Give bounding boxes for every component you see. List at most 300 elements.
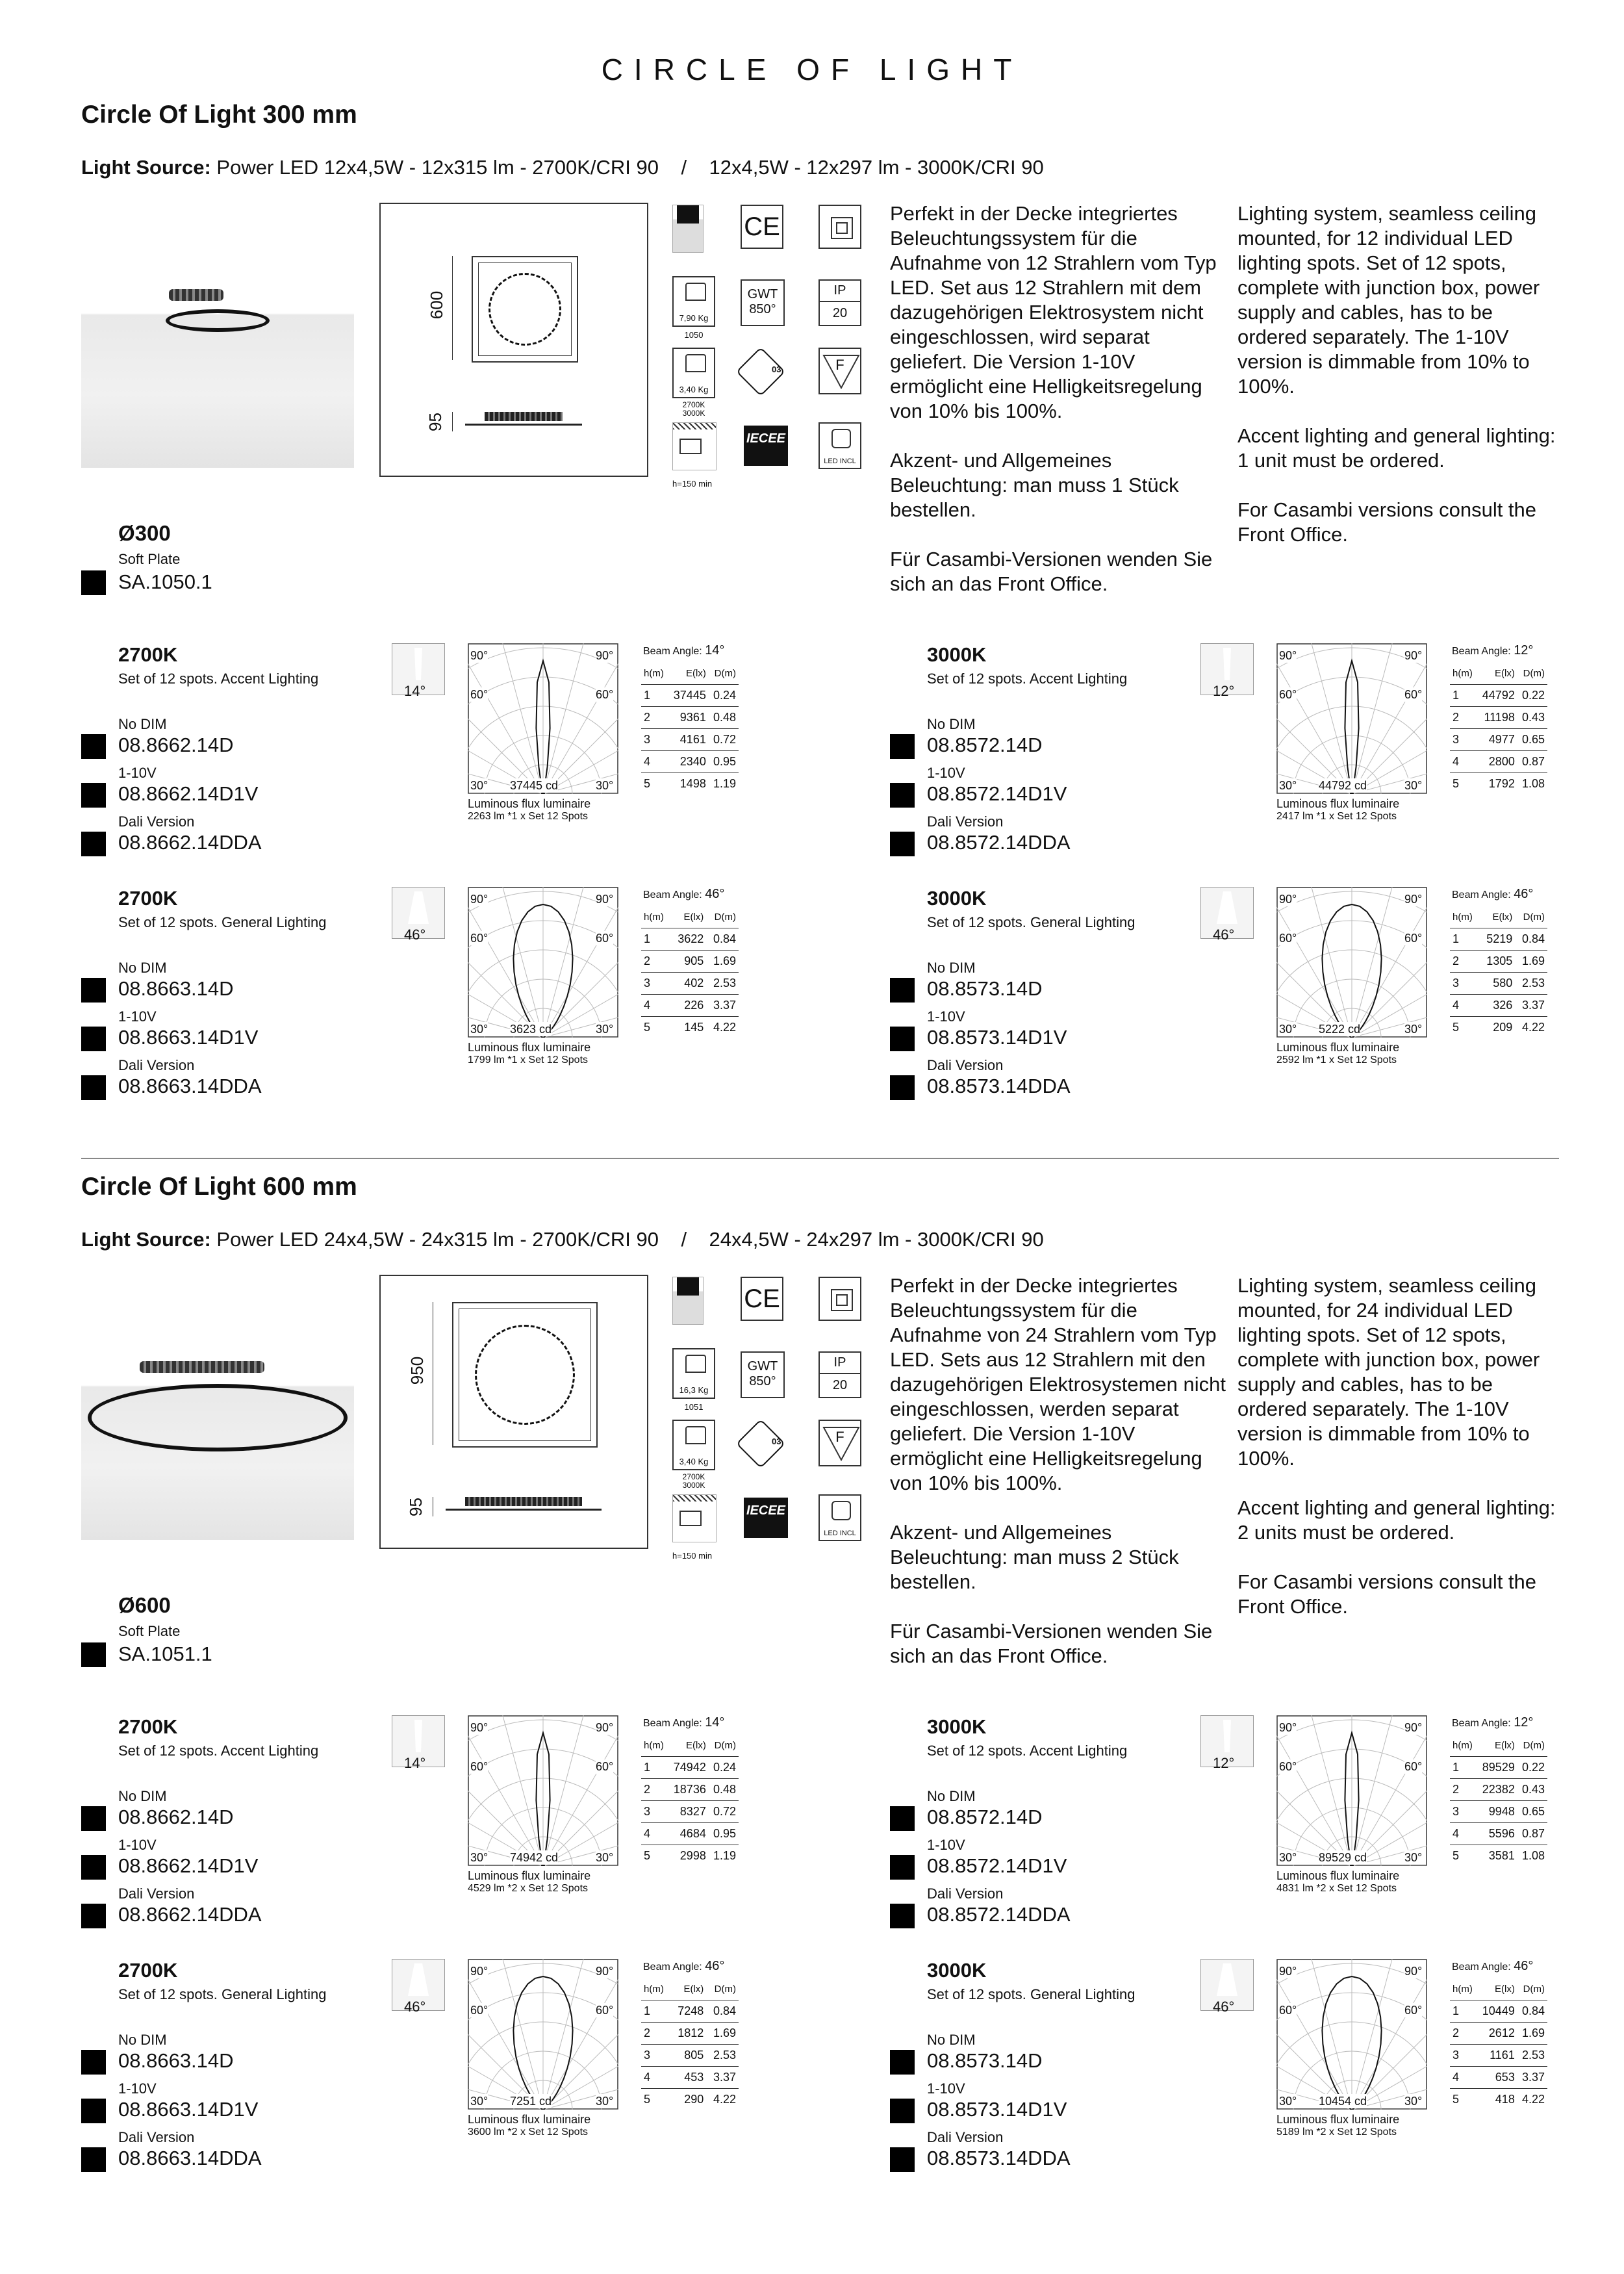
iecee-icon	[744, 1498, 788, 1538]
code-label: No DIM	[118, 716, 167, 732]
polar-angle-label: 30°	[1404, 1023, 1423, 1036]
table-cell: 2800	[1477, 751, 1517, 773]
table-cell: 1	[641, 928, 670, 951]
table-cell: 0.43	[1517, 707, 1547, 729]
table-header: E(lx)	[1477, 1735, 1517, 1757]
section-divider	[81, 1158, 1559, 1159]
polar-angle-label: 30°	[596, 2095, 614, 2108]
table-cell: 3.37	[1517, 2067, 1547, 2089]
table-cell: 2.53	[1515, 973, 1547, 995]
table-header: h(m)	[1450, 663, 1477, 685]
table-cell: 0.95	[709, 751, 739, 773]
table-cell: 1	[1450, 928, 1479, 951]
table-cell: 3.37	[1515, 995, 1547, 1017]
code-marker	[81, 1806, 106, 1831]
code-marker	[890, 1904, 915, 1928]
ip-label: IP	[820, 281, 860, 302]
description-de-paragraph: Perfekt in der Decke integriertes Beleuchtungssystem für die Aufnahme von 12 Strahlern vom Typ LED. Set aus 12 Strahlern mit dem dazugehörigen Elektrosystem nicht eingeschlossen, wird separat geliefert. Die Version 1-10V ermöglicht eine Helligkeitsregelung von 10% bis 100%.	[890, 202, 1217, 422]
beam-angle-label: Beam Angle:	[1452, 1718, 1511, 1729]
code-label: Dali Version	[118, 2129, 195, 2145]
class-ii-icon	[818, 1277, 861, 1321]
light-source-text: Power LED 12x4,5W - 12x315 lm - 2700K/CRI 90 / 12x4,5W - 12x297 lm - 3000K/CRI 90	[216, 156, 1044, 179]
table-row	[1450, 685, 1547, 707]
table-header: E(lx)	[670, 1978, 706, 2000]
polar-angle-label: 30°	[470, 1023, 488, 1036]
table-cell: 7248	[670, 2000, 706, 2023]
ce-icon: CE	[741, 1277, 783, 1321]
table-cell: 2340	[668, 751, 709, 773]
light-source	[81, 1228, 1044, 1251]
peak-intensity: 89529 cd	[1319, 1851, 1367, 1864]
table-row	[1450, 1801, 1547, 1823]
table-cell: 402	[670, 973, 706, 995]
code-label: No DIM	[118, 1788, 167, 1804]
beam-angle	[1452, 887, 1533, 902]
beam-icon	[1200, 643, 1254, 699]
weight-label: 7,90 Kg	[679, 313, 709, 323]
polar-angle-label: 90°	[470, 893, 488, 906]
table-header: E(lx)	[1477, 1978, 1517, 2000]
code-label: Dali Version	[927, 1057, 1004, 1073]
polar-angle-label: 60°	[470, 688, 488, 701]
table-cell: 1498	[679, 777, 706, 790]
beam-angle	[643, 1715, 724, 1731]
polar-angle-label: 90°	[1404, 893, 1423, 906]
table-header: E(lx)	[668, 1735, 709, 1757]
variant-temp: 2700K	[118, 1715, 178, 1738]
flux-value: 2417 lm	[1276, 811, 1313, 822]
flux-value: 2592 lm	[1276, 1054, 1313, 1066]
code-label: Dali Version	[927, 2129, 1004, 2145]
table-cell: 1	[1450, 2000, 1477, 2023]
beam-angle-label: Beam Angle:	[643, 1961, 702, 1973]
table-header: D(m)	[706, 906, 739, 928]
flux-label: Luminous flux luminaire	[468, 1869, 591, 1882]
table-cell: 0.48	[709, 1779, 739, 1801]
table-cell: 4.22	[1521, 2093, 1545, 2106]
product-photo	[81, 286, 354, 468]
table-cell: 4977	[1477, 729, 1517, 751]
code-marker	[81, 2147, 106, 2172]
product-code[interactable]: 08.8572.14DDA	[927, 1903, 1071, 1926]
code-marker	[81, 734, 106, 759]
table-cell: 5219	[1479, 928, 1515, 951]
table-row	[1450, 773, 1547, 795]
table-cell: 0.72	[709, 1801, 739, 1823]
variant-block	[81, 643, 796, 877]
code-marker	[890, 1027, 915, 1051]
product-code[interactable]: 08.8662.14D1V	[118, 1854, 259, 1877]
table-cell: 0.95	[709, 1823, 739, 1845]
code-label: No DIM	[927, 1788, 976, 1804]
flux-value: 2263 lm	[468, 811, 505, 822]
variant-block	[81, 887, 796, 1121]
product-code[interactable]: 08.8662.14D1V	[118, 782, 259, 805]
table-cell: 5	[644, 1021, 651, 1034]
table-cell: 3.37	[706, 2067, 739, 2089]
page-title: CIRCLE OF LIGHT	[601, 53, 1023, 86]
description-en	[1237, 1273, 1562, 1644]
polar-angle-label: 60°	[596, 1760, 614, 1773]
table-row	[641, 1845, 739, 1867]
polar-angle-label: 90°	[596, 649, 614, 662]
product-code[interactable]: 08.8573.14DDA	[927, 1075, 1071, 1097]
table-cell: 0.48	[709, 707, 739, 729]
polar-diagram	[1276, 1715, 1427, 1866]
table-header: h(m)	[1450, 1978, 1477, 2000]
code-label: 1-10V	[927, 1837, 965, 1853]
table-row	[641, 2067, 739, 2089]
description-en-paragraph: For Casambi versions consult the Front Office.	[1237, 1570, 1537, 1618]
polar-angle-label: 60°	[1279, 932, 1297, 945]
flux-note: *2 x Set 12 Spots	[507, 2127, 589, 2138]
table-cell: 1.69	[706, 2023, 739, 2045]
flux-note: *1 x Set 12 Spots	[507, 811, 589, 822]
variant-block	[890, 1715, 1605, 1949]
table-header: h(m)	[1450, 906, 1479, 928]
polar-angle-label: 60°	[470, 2004, 488, 2017]
mounting-icon	[672, 1494, 717, 1542]
description-en-paragraph: Lighting system, seamless ceiling mounted, for 12 individual LED lighting spots. Set of 12 spots, complete with junction box, power supply and cables, has to be ordered separately. The 1-10V version is dimmable from 10% to 100%.	[1237, 202, 1540, 398]
table-row	[1450, 1017, 1547, 1039]
flux-line	[1276, 1882, 1397, 1896]
table-row	[641, 729, 739, 751]
table-cell: 4	[641, 2067, 670, 2089]
description-en-paragraph: Lighting system, seamless ceiling mounted, for 24 individual LED lighting spots. Set of 12 spots, complete with junction box, power supply and cables, has to be ordered separately. The 1-10V version is dimmable from 10% to 100%.	[1237, 1274, 1540, 1470]
beam-angle-label: Beam Angle:	[1452, 889, 1511, 901]
table-cell: 4	[1450, 1823, 1477, 1845]
table-row	[641, 951, 739, 973]
table-row	[641, 685, 739, 707]
f-mark-icon	[818, 348, 861, 394]
table-cell: 0.65	[1517, 729, 1547, 751]
product-code[interactable]: 08.8572.14D	[927, 1806, 1043, 1828]
beam-angle-value: 46°	[705, 1959, 725, 1973]
code-marker	[890, 783, 915, 808]
polar-angle-label: 60°	[1279, 1760, 1297, 1773]
description-de	[890, 201, 1228, 621]
table-cell: 418	[1495, 2093, 1515, 2106]
variant-block	[81, 1959, 796, 2193]
flux-value: 4831 lm	[1276, 1883, 1313, 1894]
beam-icon-label: 46°	[1213, 926, 1235, 943]
table-cell: 4.22	[713, 1021, 736, 1034]
table-cell: 0.87	[1517, 751, 1547, 773]
table-cell: 1161	[1477, 2045, 1517, 2067]
table-cell: 145	[684, 1021, 704, 1034]
table-row	[1450, 2067, 1547, 2089]
section-title: Circle Of Light 600 mm	[81, 1173, 357, 1201]
table-cell: 0.24	[709, 685, 739, 707]
table-header: D(m)	[1517, 663, 1547, 685]
code-label: Dali Version	[118, 1885, 195, 1902]
polar-angle-label: 90°	[1404, 1721, 1423, 1734]
table-cell: 3.37	[706, 995, 739, 1017]
code-marker	[890, 1806, 915, 1831]
enec-icon	[741, 1420, 787, 1466]
ce-icon: CE	[741, 205, 783, 249]
code-marker	[81, 1075, 106, 1100]
table-cell: 0.84	[706, 928, 739, 951]
polar-angle-label: 30°	[1404, 779, 1423, 792]
table-cell: 3	[641, 973, 670, 995]
table-cell: 9361	[668, 707, 709, 729]
table-row	[1450, 1779, 1547, 1801]
code-marker	[890, 1075, 915, 1100]
table-cell: 2998	[679, 1849, 706, 1862]
section-title: Circle Of Light 300 mm	[81, 101, 357, 129]
table-cell: 2.53	[706, 973, 739, 995]
product-photo	[81, 1358, 354, 1540]
table-cell: 0.72	[709, 729, 739, 751]
flux-label: Luminous flux luminaire	[468, 1041, 591, 1054]
table-header: D(m)	[706, 1978, 739, 2000]
code-label: No DIM	[118, 960, 167, 976]
code-marker	[81, 1855, 106, 1880]
table-cell: 5	[1453, 2093, 1460, 2106]
flux-label: Luminous flux luminaire	[468, 2113, 591, 2126]
product-code[interactable]: 08.8573.14DDA	[927, 2147, 1071, 2169]
table-cell: 89529	[1477, 1757, 1517, 1779]
plate-code[interactable]: SA.1050.1	[118, 570, 212, 593]
flux-note: *1 x Set 12 Spots	[1316, 1054, 1397, 1066]
illuminance-table	[641, 1978, 739, 2110]
table-header: D(m)	[1517, 1735, 1547, 1757]
weight-code: 1050	[684, 330, 704, 340]
plate-code[interactable]: SA.1051.1	[118, 1642, 212, 1665]
description-en-paragraph: Accent lighting and general lighting: 2 units must be ordered.	[1237, 1496, 1556, 1544]
beam-angle-value: 14°	[705, 1715, 725, 1730]
technical-drawing	[379, 1275, 648, 1549]
table-header: E(lx)	[1477, 663, 1517, 685]
product-code[interactable]: 08.8663.14D1V	[118, 1026, 259, 1049]
light-source-label: Light Source:	[81, 156, 211, 179]
table-cell: 74942	[668, 1757, 709, 1779]
table-header: D(m)	[1517, 1978, 1547, 2000]
beam-icon-label: 46°	[1213, 1999, 1235, 2015]
table-cell: 1812	[670, 2023, 706, 2045]
description-de-paragraph: Für Casambi-Versionen wenden Sie sich an das Front Office.	[890, 548, 1213, 595]
table-row	[1450, 707, 1547, 729]
polar-diagram	[1276, 887, 1427, 1038]
product-code[interactable]: 08.8663.14DDA	[118, 2147, 262, 2169]
polar-angle-label: 60°	[1279, 688, 1297, 701]
table-row	[1450, 995, 1547, 1017]
flux-label: Luminous flux luminaire	[1276, 797, 1400, 810]
polar-diagram	[468, 887, 618, 1038]
product-code[interactable]: 08.8573.14D1V	[927, 1026, 1067, 1049]
table-cell: 1.69	[1517, 2023, 1547, 2045]
ip-value: 20	[832, 306, 848, 320]
product-code[interactable]: 08.8573.14D	[927, 2049, 1043, 2072]
code-label: 1-10V	[927, 765, 965, 781]
table-cell: 1305	[1479, 951, 1515, 973]
product-code[interactable]: 08.8572.14D	[927, 734, 1043, 756]
product-code[interactable]: 08.8572.14D1V	[927, 1854, 1067, 1877]
table-row	[1450, 1823, 1547, 1845]
beam-angle-label: Beam Angle:	[643, 889, 702, 901]
description-de-paragraph: Akzent- und Allgemeines Beleuchtung: man muss 1 Stück bestellen.	[890, 449, 1179, 521]
product-code[interactable]: 08.8663.14D	[118, 977, 234, 1000]
description-de	[890, 1273, 1228, 1693]
table-cell: 44792	[1477, 685, 1517, 707]
table-cell: 1	[1450, 1757, 1477, 1779]
diameter-label: Ø300	[118, 521, 171, 545]
light-source-label: Light Source:	[81, 1228, 211, 1251]
polar-angle-label: 90°	[1279, 1965, 1297, 1978]
iecee-label: IECEE	[746, 1503, 786, 1518]
table-cell: 580	[1479, 973, 1515, 995]
f-mark-icon	[818, 1420, 861, 1466]
flux-note: *1 x Set 12 Spots	[507, 1054, 589, 1066]
mounting-icon	[672, 422, 717, 470]
variant-temp: 2700K	[118, 643, 178, 666]
peak-intensity: 3623 cd	[510, 1023, 552, 1036]
code-label: No DIM	[927, 2032, 976, 2048]
table-row	[641, 773, 739, 795]
table-cell: 1.19	[713, 777, 736, 790]
product-code[interactable]: 08.8572.14D1V	[927, 782, 1067, 805]
product-code[interactable]: 08.8573.14D	[927, 977, 1043, 1000]
variant-desc: Set of 12 spots. Accent Lighting	[927, 1743, 1128, 1759]
width-dimension: 600	[427, 290, 447, 320]
variant-temp: 2700K	[118, 887, 178, 910]
table-header: h(m)	[641, 906, 670, 928]
table-cell: 1.69	[706, 951, 739, 973]
driver-weight-icon	[672, 348, 715, 398]
table-cell: 5	[1453, 777, 1460, 790]
code-marker	[890, 734, 915, 759]
polar-angle-label: 90°	[1279, 893, 1297, 906]
table-cell: 1	[641, 1757, 668, 1779]
illuminance-table	[641, 1735, 739, 1867]
code-label: No DIM	[118, 2032, 167, 2048]
table-cell: 4	[641, 995, 670, 1017]
table-cell: 2	[641, 951, 670, 973]
code-label: Dali Version	[927, 1885, 1004, 1902]
polar-angle-label: 30°	[1279, 1851, 1297, 1864]
beam-icon	[1200, 1959, 1254, 2015]
polar-angle-label: 30°	[1279, 2095, 1297, 2108]
table-cell: 37445	[668, 685, 709, 707]
polar-angle-label: 60°	[470, 1760, 488, 1773]
table-cell: 3	[641, 2045, 670, 2067]
description-en-paragraph: Accent lighting and general lighting: 1 unit must be ordered.	[1237, 424, 1556, 472]
table-cell: 2	[641, 2023, 670, 2045]
table-cell: 5	[644, 2093, 651, 2106]
variant-desc: Set of 12 spots. General Lighting	[118, 914, 327, 930]
table-header: E(lx)	[670, 906, 706, 928]
product-code[interactable]: 08.8662.14D	[118, 1806, 234, 1828]
product-code[interactable]: 08.8572.14DDA	[927, 831, 1071, 854]
iecee-label: IECEE	[746, 431, 786, 446]
table-cell: 805	[670, 2045, 706, 2067]
code-label: No DIM	[927, 960, 976, 976]
variant-block	[890, 1959, 1605, 2193]
table-header: h(m)	[641, 1735, 668, 1757]
polar-angle-label: 60°	[596, 932, 614, 945]
technical-drawing	[379, 203, 648, 477]
variant-block	[890, 887, 1605, 1121]
flux-line	[468, 1882, 588, 1896]
flux-value: 5189 lm	[1276, 2127, 1313, 2138]
beam-icon	[1200, 1715, 1254, 1771]
table-row	[1450, 2045, 1547, 2067]
flux-line	[1276, 2125, 1397, 2140]
table-cell: 3	[1450, 729, 1477, 751]
variant-temp: 3000K	[927, 887, 987, 910]
flux-line	[468, 1053, 588, 1067]
product-code[interactable]: 08.8662.14D	[118, 734, 234, 756]
table-cell: 22382	[1477, 1779, 1517, 1801]
product-code[interactable]: 08.8663.14D1V	[118, 2098, 259, 2121]
flux-note: *2 x Set 12 Spots	[507, 1883, 589, 1894]
led-incl-icon	[818, 1494, 861, 1541]
table-row	[641, 1823, 739, 1845]
table-row	[1450, 951, 1547, 973]
polar-angle-label: 60°	[1404, 688, 1423, 701]
enec-icon	[741, 348, 787, 394]
beam-angle-value: 46°	[1514, 887, 1534, 901]
polar-angle-label: 30°	[596, 1851, 614, 1864]
polar-angle-label: 60°	[470, 932, 488, 945]
description-en	[1237, 201, 1562, 572]
flux-label: Luminous flux luminaire	[1276, 2113, 1400, 2126]
product-code[interactable]: 08.8662.14DDA	[118, 1903, 262, 1926]
polar-angle-label: 30°	[470, 2095, 488, 2108]
polar-diagram	[1276, 643, 1427, 794]
description-de-paragraph: Für Casambi-Versionen wenden Sie sich an das Front Office.	[890, 1620, 1213, 1667]
table-header: E(lx)	[668, 663, 709, 685]
table-row	[641, 1017, 739, 1039]
table-cell: 4.22	[713, 2093, 736, 2106]
table-row	[1450, 751, 1547, 773]
table-cell: 2	[1450, 951, 1479, 973]
product-code[interactable]: 08.8573.14D1V	[927, 2098, 1067, 2121]
flux-label: Luminous flux luminaire	[468, 797, 591, 810]
table-cell: 5	[644, 777, 651, 790]
led-incl-icon	[818, 422, 861, 469]
recessed-icon	[672, 205, 704, 253]
table-cell: 1.08	[1521, 1849, 1545, 1862]
table-cell: 0.24	[709, 1757, 739, 1779]
product-code[interactable]: 08.8662.14DDA	[118, 831, 262, 854]
beam-icon	[392, 1959, 445, 2015]
table-cell: 2.53	[706, 2045, 739, 2067]
ip-value: 20	[832, 1378, 848, 1392]
table-cell: 8327	[668, 1801, 709, 1823]
table-cell: 3	[641, 1801, 668, 1823]
code-label: 1-10V	[118, 2080, 157, 2097]
code-marker	[81, 1027, 106, 1051]
product-code[interactable]: 08.8663.14DDA	[118, 1075, 262, 1097]
peak-intensity: 5222 cd	[1319, 1023, 1361, 1036]
driver-temps: 2700K 3000K	[682, 1472, 705, 1490]
polar-angle-label: 30°	[596, 779, 614, 792]
enec-number: 03	[772, 1437, 781, 1446]
polar-angle-label: 30°	[596, 1023, 614, 1036]
product-code[interactable]: 08.8663.14D	[118, 2049, 234, 2072]
table-cell: 4	[1450, 2067, 1477, 2089]
table-cell: 2.53	[1517, 2045, 1547, 2067]
weight-icon	[672, 276, 715, 327]
variant-temp: 3000K	[927, 1959, 987, 1982]
table-cell: 905	[670, 951, 706, 973]
illuminance-table	[1450, 663, 1547, 795]
table-cell: 11198	[1477, 707, 1517, 729]
table-row	[641, 973, 739, 995]
peak-intensity: 37445 cd	[510, 779, 559, 792]
